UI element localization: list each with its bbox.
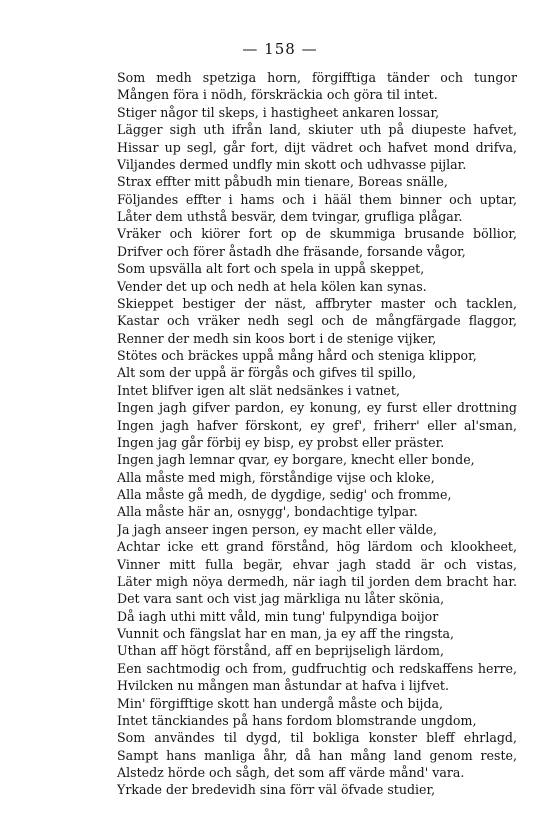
- text-line: Lägger sigh uth ifrån land, skiuter uth på diupeste hafvet,: [117, 122, 517, 138]
- text-line: Drifver och förer åstadh dhe fräsande, forsande vågor,: [117, 243, 466, 259]
- text-line: Intet tänckiandes på hans fordom blomstrande ungdom,: [117, 712, 477, 728]
- text-line: Stötes och bräckes uppå mång hård och steniga klippor,: [117, 348, 477, 363]
- text-line: Alla måste med migh, förståndige vijse och kloke,: [117, 469, 435, 485]
- text-line: Mången föra i nödh, förskräckia och göra til intet.: [117, 87, 438, 103]
- text-line: Uthan aff högt förstånd, aff en beprijseligh lärdom,: [117, 643, 445, 659]
- text-line: Alla måste här an, osnygg', bondachtige tylpar.: [117, 504, 418, 520]
- text-line: Som medh spetziga horn, förgifftiga tänder och tungor: [117, 70, 517, 85]
- text-line: Vräker och kiörer fort op de skummiga brusande böllior,: [117, 226, 517, 242]
- text-line: Strax effter mitt påbudh min tienare, Boreas snälle,: [117, 174, 448, 190]
- text-line: Viljandes dermed undfly min skott och udhvasse pijlar.: [117, 156, 467, 172]
- text-line: Ja jagh anseer ingen person, ey macht eller välde,: [117, 521, 438, 537]
- text-line: Skieppet bestiger der näst, affbryter master och tacklen,: [117, 295, 517, 311]
- text-line: Läter migh nöya dermedh, när iagh til jorden dem bracht har.: [117, 573, 517, 589]
- text-line: Yrkade der bredevidh sina förr väl öfvade studier,: [117, 782, 436, 798]
- text-line: Vinner mitt fulla begär, ehvar jagh stadd är och vistas,: [117, 556, 517, 572]
- text-line: Min' förgifftige skott han undergå måste och bijda,: [117, 695, 444, 711]
- text-line: Achtar icke ett grand förstånd, hög lärdom och klookheet,: [117, 539, 517, 555]
- text-line: Intet blifver igen alt slät nedsänkes i vatnet,: [117, 382, 400, 398]
- page-number: — 158 —: [242, 40, 318, 58]
- text-line: Ingen jagh hafver förskont, ey gref', friherr' eller al'sman,: [117, 417, 517, 433]
- text-line: Ingen jagh gifver pardon, ey konung, ey furst eller drottning: [117, 400, 517, 416]
- poem-text: [117, 69, 517, 799]
- text-line: Ingen jag går förbij ey bisp, ey probst eller präster.: [117, 434, 445, 450]
- text-line: Vunnit och fängslat har en man, ja ey aff the ringsta,: [117, 626, 454, 641]
- text-line: Renner der medh sin koos bort i de stenige vijker,: [117, 330, 437, 346]
- text-line: Alla måste gå medh, de dygdige, sedig' och fromme,: [117, 487, 452, 502]
- text-line: Alt som der uppå är förgås och gifves til spillo,: [117, 365, 417, 381]
- text-line: Hvilcken nu mången man åstundar at hafva i lijfvet.: [117, 678, 449, 694]
- text-line: Som upsvälla alt fort och spela in uppå skeppet,: [117, 261, 425, 277]
- text-line: Hissar up segl, går fort, dijt vädret och hafvet mond drifva,: [117, 139, 517, 155]
- text-line: Det vara sant och vist jag märkliga nu låter skönia,: [117, 591, 445, 607]
- text-line: Alstedz hörde och sågh, det som aff värde månd' vara.: [117, 765, 465, 780]
- text-line: Een sachtmodig och from, gudfruchtig och redskaffens herre,: [117, 660, 517, 676]
- text-line: Låter dem uthstå besvär, dem tvingar, grufliga plågar.: [117, 209, 463, 224]
- text-line: Kastar och vräker nedh segl och de mångfärgade flaggor,: [117, 313, 517, 329]
- text-line: Följandes effter i hams och i hääl them binner och uptar,: [117, 191, 517, 207]
- text-line: Då iagh uthi mitt våld, min tung' fulpyndiga boijor: [117, 608, 439, 624]
- text-line: Ingen jagh lemnar qvar, ey borgare, knecht eller bonde,: [117, 452, 475, 468]
- text-line: Vender det up och nedh at hela kölen kan synas.: [117, 278, 427, 294]
- text-line: Som användes til dygd, til bokliga konster bleff ehrlagd,: [117, 730, 517, 746]
- text-line: Sampt hans manliga åhr, då han mång land genom reste,: [117, 747, 517, 763]
- text-line: Stiger någor til skeps, i hastigheet ankaren lossar,: [117, 104, 440, 120]
